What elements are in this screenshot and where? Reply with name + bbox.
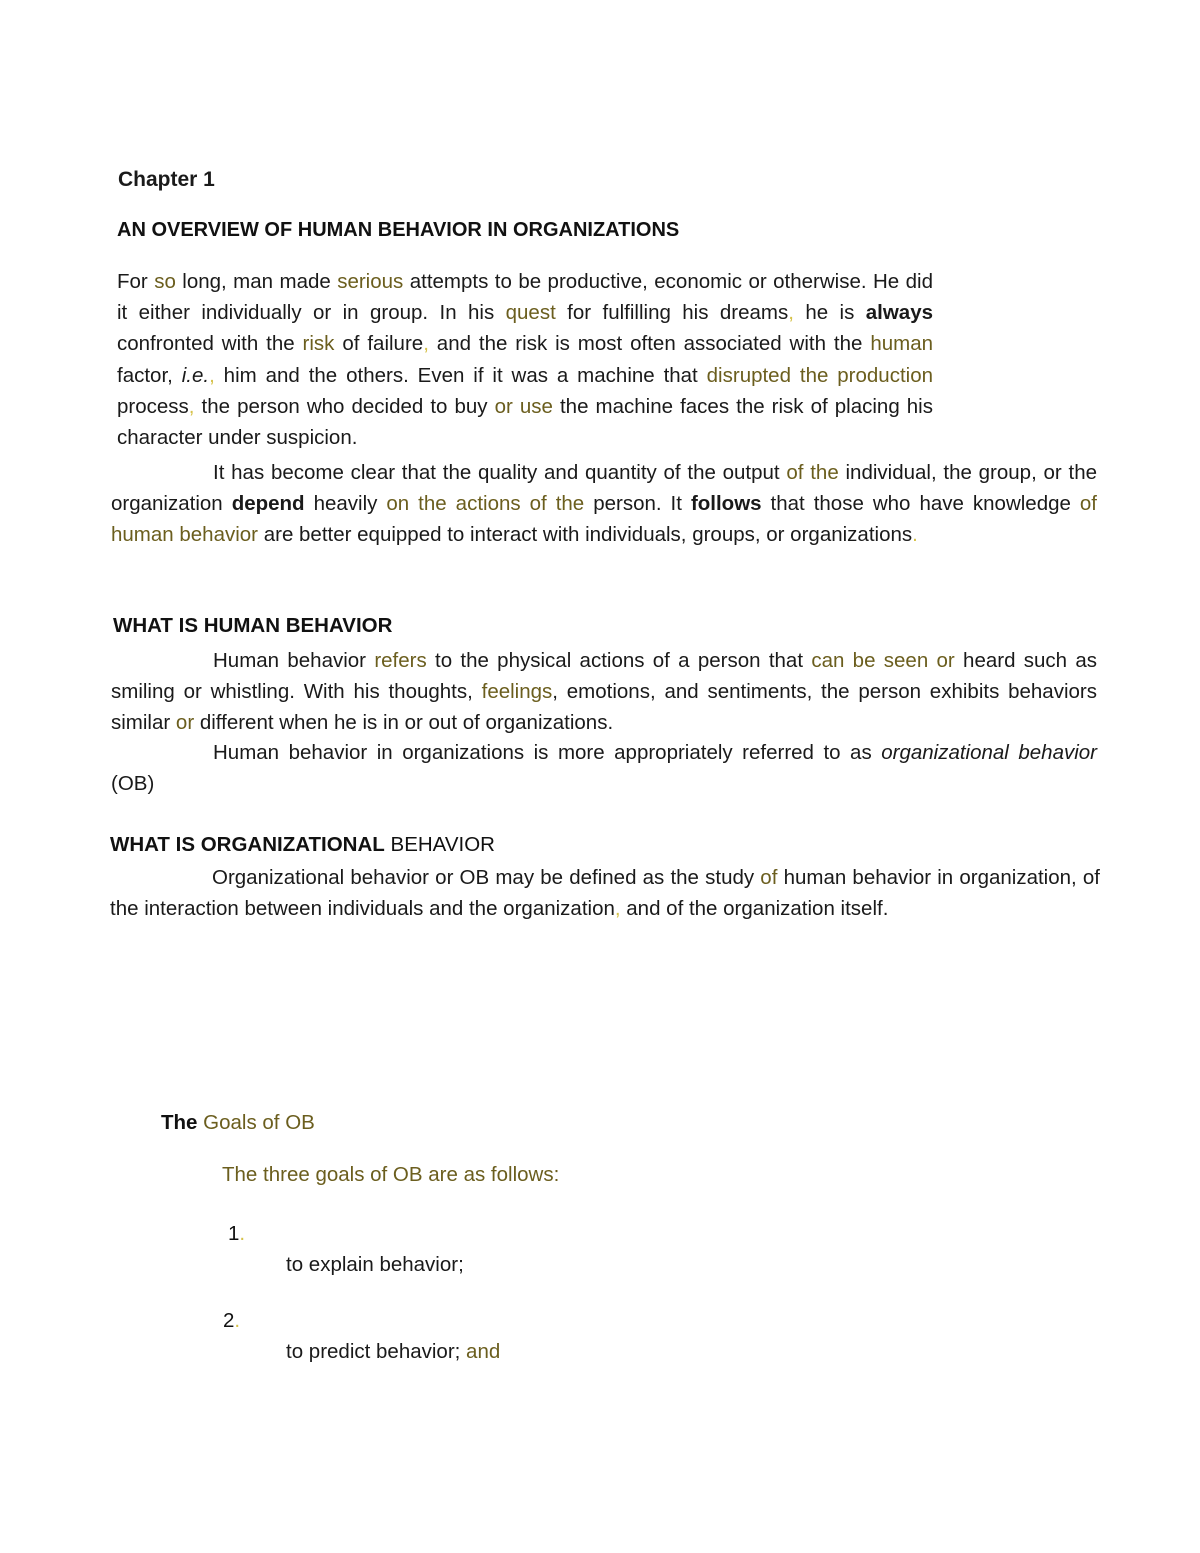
organizational-behavior-heading: WHAT IS ORGANIZATIONAL BEHAVIOR [110, 833, 495, 856]
human-behavior-heading: WHAT IS HUMAN BEHAVIOR [113, 614, 393, 637]
emphasis-always: always [865, 301, 933, 325]
goal-text: to predict behavior; and [286, 1340, 501, 1363]
intro-paragraph: For so long, man made serious attempts to be productive, economic or otherwise. He did it either individually or in group. In his quest for fulfilling his dreams, he is always confronted with the risk of failure, and the risk is most often associated with the human factor, i.e., him and the others. Even if it was a machine that disrupted the production process, the person who decided to buy or use the machine faces the risk of placing his character under suspicion. [117, 270, 934, 450]
output-paragraph: It has become clear that the quality and quantity of the output of the individual, the group, or the organization depend heavily on the actions of the person. It follows that those who have knowledge of human behavior are better equipped to interact with individuals, groups, or organizations. [111, 461, 1098, 547]
chapter-label: Chapter 1 [118, 168, 215, 191]
emphasis-depend: depend [231, 492, 305, 516]
goals-heading: The Goals of OB [161, 1111, 315, 1134]
organizational-behavior-definition: Organizational behavior or OB may be defined as the study of human behavior in organization, of the interaction between individuals and the organization, and of the organization itself. [110, 866, 1101, 921]
human-behavior-definition: Human behavior refers to the physical actions of a person that can be seen or heard such as smiling or whistling. With his thoughts, feelings, emotions, and sentiments, the person exhibits behaviors similar or different when he is in or out of organizations. [111, 649, 1098, 735]
goal-number: 2. [223, 1309, 241, 1332]
chapter-title: AN OVERVIEW OF HUMAN BEHAVIOR IN ORGANIZATIONS [117, 219, 680, 241]
goal-number: 1. [228, 1222, 246, 1245]
emphasis-follows: follows [690, 492, 762, 516]
goals-intro: The three goals of OB are as follows: [222, 1163, 560, 1186]
organizational-behavior-note: Human behavior in organizations is more appropriately referred to as organizational behavior (OB) [111, 741, 1098, 796]
goal-text: to explain behavior; [286, 1253, 464, 1276]
